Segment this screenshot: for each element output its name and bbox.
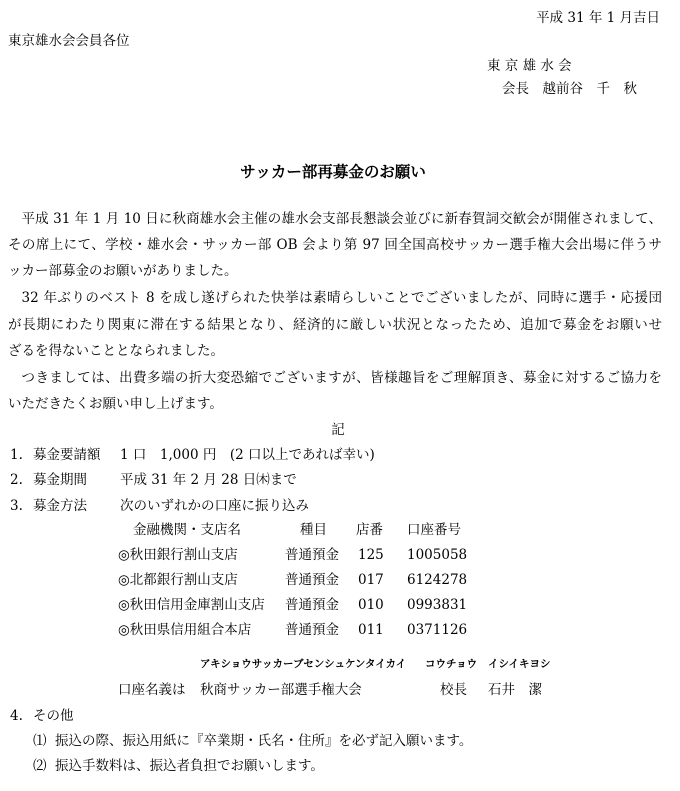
cell-type: 普通預金 <box>285 622 339 638</box>
cell-bank: ◎秋田県信用組合本店 <box>118 622 252 638</box>
sender-organization: 東 京 雄 水 会 <box>487 58 572 74</box>
paragraph-line: 平成 31 年 1 月 10 日に秋商雄水会主催の雄水会支部長懇談会並びに新春賀詞交歓会が開催されまして、 <box>21 211 662 227</box>
note-text: 振込の際、振込用紙に『卒業期・氏名・住所』を必ず記入願います。 <box>55 733 473 749</box>
cell-bank: ◎秋田信用金庫割山支店 <box>118 597 265 613</box>
paragraph-line: いただきたくお願い申し上げます。 <box>8 396 223 412</box>
item-method <box>0 497 680 515</box>
paragraph-line: ざるを得ないこととなられました。 <box>8 343 224 359</box>
column-header-bank: 金融機関・支店名 <box>133 522 241 538</box>
table-row <box>0 546 680 564</box>
item-number: 4. <box>10 708 23 724</box>
cell-type: 普通預金 <box>285 572 339 588</box>
table-row <box>0 596 680 614</box>
item-number: 2. <box>10 472 23 488</box>
column-header-account-number: 口座番号 <box>407 522 461 538</box>
account-holder <box>0 681 680 699</box>
item-period <box>0 471 680 489</box>
table-row <box>0 571 680 589</box>
holder-person-kana: イシイキヨシ <box>488 658 551 670</box>
cell-type: 普通預金 <box>285 547 339 563</box>
cell-account-number: 0371126 <box>407 622 468 638</box>
item-label: その他 <box>33 708 74 724</box>
holder-person: 石井 潔 <box>488 682 542 698</box>
holder-name-kana: アキショウサッカーブセンシュケンタイカイ <box>200 658 407 670</box>
item-label: 募金要請額 <box>33 447 101 463</box>
paragraph-line: 32 年ぶりのベスト 8 を成し遂げられた快挙は素晴らしいことでございましたが、同時に選手・応援団 <box>21 290 662 306</box>
table-header <box>0 521 680 539</box>
column-header-type: 種目 <box>300 522 327 538</box>
holder-name: 秋商サッカー部選手権大会 <box>200 682 362 698</box>
item-number: 1. <box>10 447 23 463</box>
account-holder-kana <box>0 657 680 671</box>
paragraph-line: つきましては、出費多端の折大変恐縮でございますが、皆様趣旨をご理解頂き、募金に対するご協力を <box>21 370 662 386</box>
paragraph-line: ッカー部募金のお願いがありました。 <box>8 263 238 279</box>
holder-title-kana: コウチョウ <box>425 658 478 670</box>
cell-branch-number: 017 <box>358 572 384 588</box>
cell-bank: ◎北都銀行割山支店 <box>118 572 238 588</box>
item-label: 募金方法 <box>33 498 87 514</box>
table-row <box>0 621 680 639</box>
sender-name: 会長 越前谷 千 秋 <box>502 81 637 97</box>
item-value: 1 口 1,000 円 (2 口以上であれば幸い) <box>120 447 375 463</box>
holder-label: 口座名義は <box>118 682 186 698</box>
note-item <box>0 757 680 775</box>
issue-date: 平成 31 年 1 月吉日 <box>536 10 660 26</box>
cell-branch-number: 010 <box>358 597 384 613</box>
cell-bank: ◎秋田銀行割山支店 <box>118 547 238 563</box>
recipient-line: 東京雄水会会員各位 <box>8 33 130 49</box>
cell-account-number: 0993831 <box>407 597 468 613</box>
note-number: ⑴ <box>33 733 47 749</box>
note-item <box>0 732 680 750</box>
cell-branch-number: 125 <box>358 547 384 563</box>
item-value: 平成 31 年 2 月 28 日㈭まで <box>120 472 297 488</box>
paragraph-line: その席上にて、学校・雄水会・サッカー部 OB 会より第 97 回全国高校サッカー選手権大会出場に伴うサ <box>8 237 662 253</box>
item-other <box>0 707 680 725</box>
paragraph-line: が長期にわたり関東に滞在する結果となり、経済的に厳しい状況となったため、追加で募金をお願いせ <box>8 317 662 333</box>
cell-account-number: 6124278 <box>407 572 468 588</box>
column-header-branch-number: 店番 <box>356 522 383 538</box>
cell-branch-number: 011 <box>358 622 384 638</box>
cell-type: 普通預金 <box>285 597 339 613</box>
notice-mark: 記 <box>331 422 345 438</box>
holder-title: 校長 <box>440 682 467 698</box>
document-title: サッカー部再募金のお願い <box>240 163 426 181</box>
item-number: 3. <box>10 498 23 514</box>
item-value: 次のいずれかの口座に振り込み <box>120 498 309 514</box>
item-amount <box>0 446 680 464</box>
note-text: 振込手数料は、振込者負担でお願いします。 <box>55 758 324 774</box>
cell-account-number: 1005058 <box>407 547 468 563</box>
item-label: 募金期間 <box>33 472 87 488</box>
note-number: ⑵ <box>33 758 47 774</box>
